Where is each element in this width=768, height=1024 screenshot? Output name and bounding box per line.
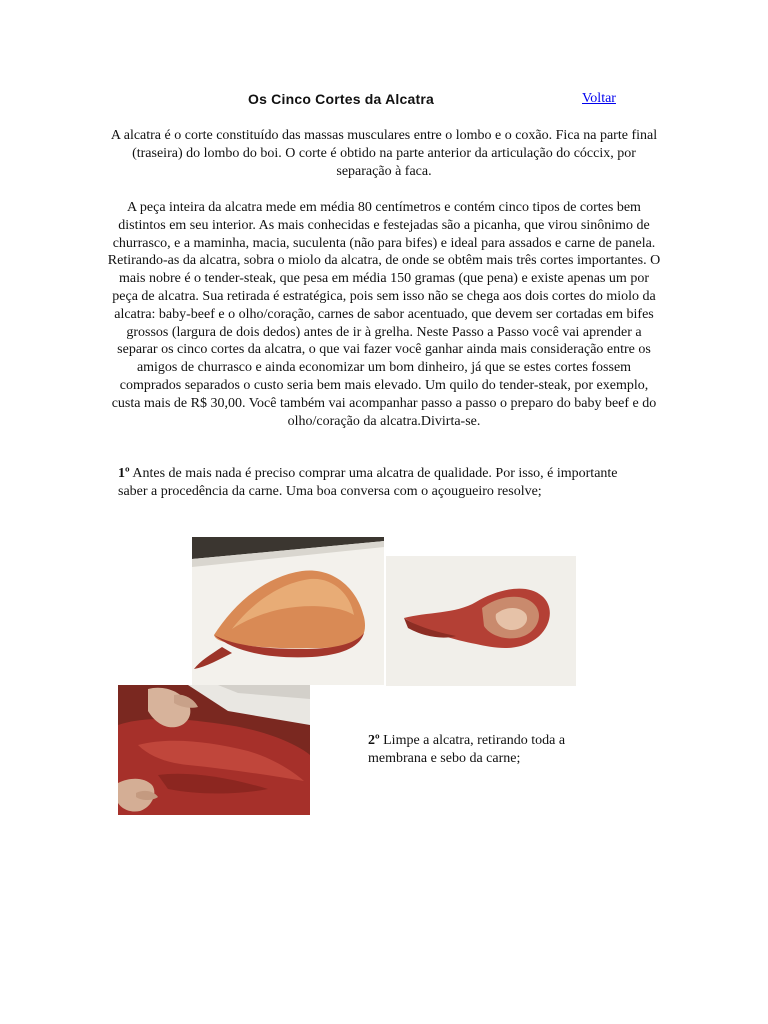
photo-alcatra-underside xyxy=(386,556,576,686)
step-1 xyxy=(118,465,618,501)
step-2 xyxy=(368,732,618,768)
step-1-number: 1º xyxy=(118,466,130,481)
intro-paragraph-2: A peça inteira da alcatra mede em média 80 centímetros e contém cinco tipos de cortes bem distintos em seu interior. As mais conhecidas e festejadas são a picanha, que virou sinônimo de churrasco, e a maminha, macia, suculenta (não para bifes) e ideal para assados e carne de panela. Retirando-as da alcatra, sobra o miolo da alcatra, de onde se obtêm mais três cortes importantes. O mais nobre é o tender-steak, que pesa em média 150 gramas (que pena) e existe apenas um por peça de alcatra. Sua retirada é estratégica, pois sem isso não se chega aos dois cortes do miolo da alcatra: baby-beef e o olho/coração, carnes de sabor acentuado, que devem ser cortadas em bifes grossos (largura de dois dedos) antes de ir à grelha. Neste Passo a Passo você vai aprender a separar os cinco cortes da alcatra, o que vai fazer você ganhar ainda mais consideração entre os amigos de churrasco e ainda economizar um bom dinheiro, já que se estes cortes fossem comprados separados o custo seria bem mais elevado. Um quilo do tender-steak, por exemplo, custa mais de R$ 30,00. Você também vai acompanhar passo a passo o preparo do baby beef e do olho/coração da alcatra.Divirta-se. xyxy=(107,200,661,429)
intro-paragraph-1: A alcatra é o corte constituído das massas musculares entre o lombo e o coxão. Fica na parte final (traseira) do lombo do boi. O corte é obtido na parte anterior da articulação do cóccix, por separação à faca. xyxy=(110,128,658,179)
photo-whole-alcatra xyxy=(192,537,384,685)
step-1-text: Antes de mais nada é preciso comprar uma alcatra de qualidade. Por isso, é importante saber a procedência da carne. Uma boa conversa com o açougueiro resolve; xyxy=(118,466,618,499)
page-title: Os Cinco Cortes da Alcatra xyxy=(248,91,434,107)
back-link[interactable]: Voltar xyxy=(582,91,616,106)
photo-trimming-alcatra xyxy=(118,685,310,815)
step-2-number: 2º xyxy=(368,733,380,748)
step-2-text: Limpe a alcatra, retirando toda a membrana e sebo da carne; xyxy=(368,733,566,766)
